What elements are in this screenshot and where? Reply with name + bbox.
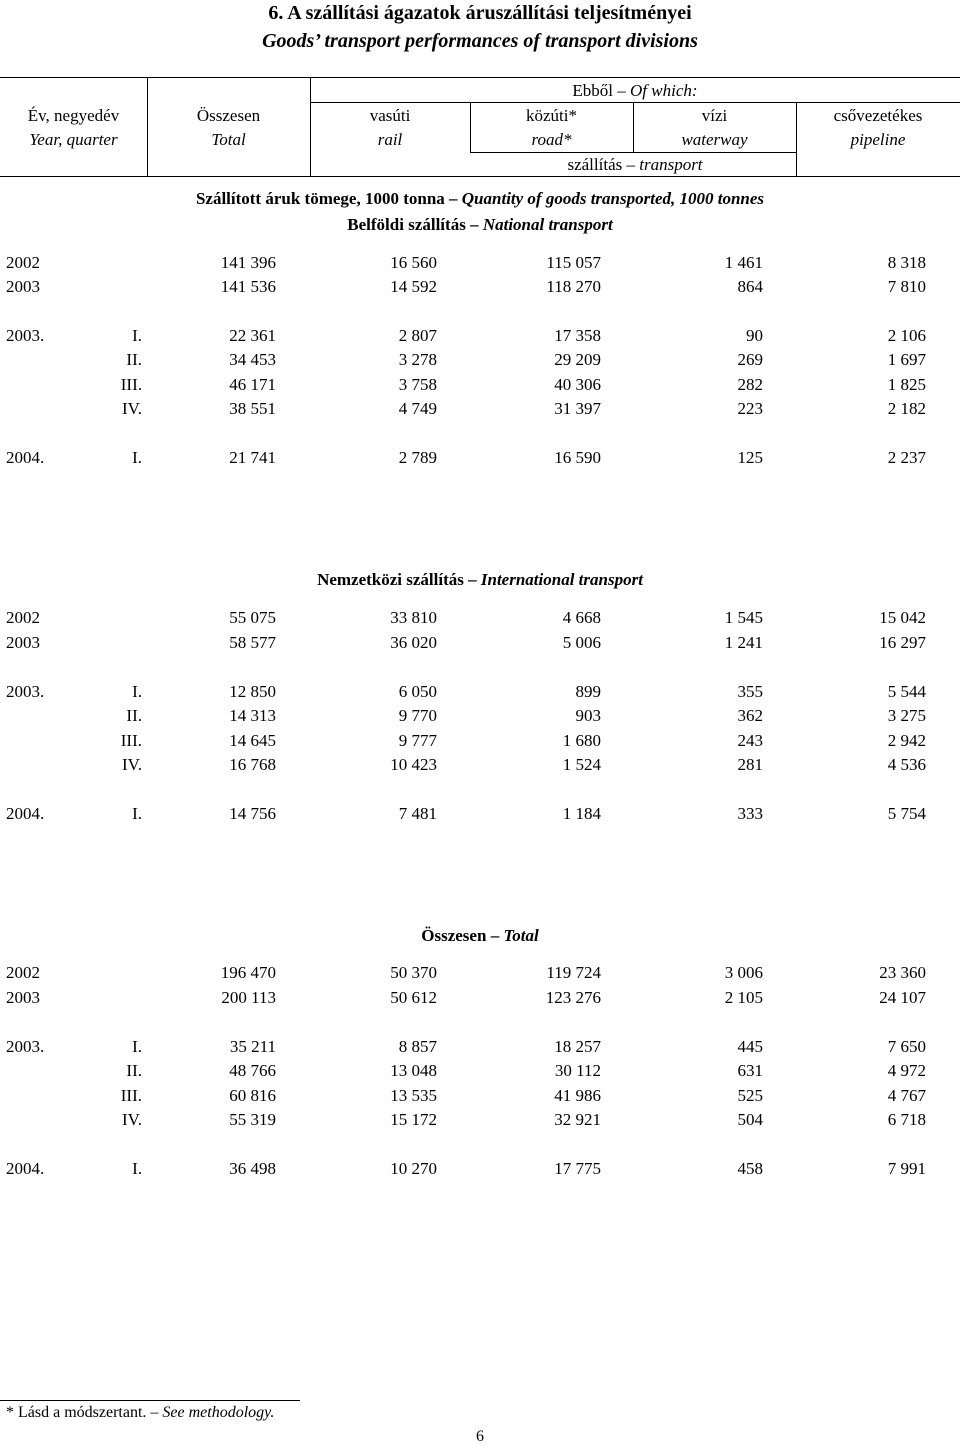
cell-total: 38 551: [229, 399, 276, 418]
cell-pipeline: 7 991: [887, 1159, 926, 1178]
cell-total: 21 741: [229, 448, 276, 467]
cell-waterway: 2 105: [724, 988, 763, 1007]
cell-rail: 2 789: [398, 448, 437, 467]
cell-road: 1 680: [562, 731, 601, 750]
cell-rail: 13 535: [390, 1086, 437, 1105]
header-divider: [147, 77, 148, 176]
cell-rail: 50 370: [390, 963, 437, 982]
cell-pipeline: 4 972: [887, 1061, 926, 1080]
cell-total: 200 113: [221, 988, 276, 1007]
cell-total: 36 498: [229, 1159, 276, 1178]
cell-pipeline: 7 650: [887, 1037, 926, 1056]
cell-total: 16 768: [229, 755, 276, 774]
cell-rail: 3 758: [398, 375, 437, 394]
page-title: 6. A szállítási ágazatok áruszállítási teljesítményei: [268, 2, 692, 24]
cell-pipeline: 2 237: [887, 448, 926, 467]
cell-year: 2004.: [6, 448, 45, 467]
cell-road: 17 775: [554, 1159, 601, 1178]
cell-pipeline: 4 536: [887, 755, 926, 774]
cell-waterway: 282: [737, 375, 763, 394]
cell-total: 196 470: [220, 963, 276, 982]
cell-rail: 16 560: [390, 253, 437, 272]
cell-rail: 3 278: [398, 350, 437, 369]
cell-waterway: 90: [746, 326, 763, 345]
cell-road: 1 184: [562, 804, 601, 823]
cell-waterway: 223: [737, 399, 763, 418]
cell-pipeline: 5 754: [887, 804, 926, 823]
cell-road: 32 921: [554, 1110, 601, 1129]
cell-quarter: I.: [132, 804, 142, 823]
cell-quarter: II.: [126, 706, 142, 725]
cell-pipeline: 5 544: [887, 682, 926, 701]
cell-rail: 13 048: [390, 1061, 437, 1080]
cell-waterway: 504: [737, 1110, 763, 1129]
cell-rail: 50 612: [390, 988, 437, 1007]
cell-road: 30 112: [554, 1061, 601, 1080]
cell-year: 2003: [6, 277, 40, 296]
cell-pipeline: 7 810: [887, 277, 926, 296]
cell-quarter: I.: [132, 1037, 142, 1056]
cell-year: 2003.: [6, 326, 45, 345]
cell-road: 118 270: [546, 277, 601, 296]
cell-pipeline: 2 106: [887, 326, 926, 345]
cell-rail: 14 592: [390, 277, 437, 296]
cell-waterway: 3 006: [724, 963, 763, 982]
cell-road: 5 006: [562, 633, 601, 652]
cell-waterway: 631: [737, 1061, 763, 1080]
cell-road: 4 668: [562, 608, 601, 627]
year-quarter-header-hu: Év, negyedév: [27, 106, 120, 125]
cell-rail: 10 423: [390, 755, 437, 774]
footnote: * Lásd a módszertant. – See methodology.: [6, 1404, 275, 1421]
cell-waterway: 1 241: [724, 633, 763, 652]
road-header-en: road*: [531, 130, 572, 149]
cell-pipeline: 2 942: [887, 731, 926, 750]
cell-pipeline: 16 297: [879, 633, 926, 652]
page-subtitle: Goods’ transport performances of transport divisions: [262, 30, 698, 52]
cell-total: 34 453: [229, 350, 276, 369]
cell-rail: 6 050: [398, 682, 437, 701]
cell-pipeline: 4 767: [887, 1086, 926, 1105]
cell-quarter: III.: [120, 1086, 142, 1105]
cell-road: 18 257: [554, 1037, 601, 1056]
road-header-hu: közúti*: [526, 106, 577, 125]
footnote-rule: [0, 1400, 300, 1401]
cell-road: 115 057: [546, 253, 601, 272]
cell-pipeline: 24 107: [879, 988, 926, 1007]
cell-total: 48 766: [229, 1061, 276, 1080]
cell-waterway: 362: [737, 706, 763, 725]
cell-road: 899: [575, 682, 601, 701]
cell-waterway: 445: [737, 1037, 763, 1056]
unit-line: Szállított áruk tömege, 1000 tonna – Quantity of goods transported, 1000 tonnes: [195, 189, 765, 208]
cell-road: 29 209: [554, 350, 601, 369]
cell-year: 2004.: [6, 804, 45, 823]
cell-year: 2002: [6, 253, 40, 272]
cell-waterway: 281: [737, 755, 763, 774]
pipeline-header-hu: csővezetékes: [833, 106, 923, 125]
cell-year: 2002: [6, 608, 40, 627]
waterway-header-hu: vízi: [701, 106, 728, 125]
cell-quarter: I.: [132, 1159, 142, 1178]
section-title-national: Belföldi szállítás – National transport: [347, 215, 613, 234]
cell-year: 2003.: [6, 682, 45, 701]
cell-rail: 33 810: [390, 608, 437, 627]
cell-quarter: IV.: [122, 1110, 142, 1129]
cell-quarter: II.: [126, 350, 142, 369]
cell-rail: 9 777: [398, 731, 437, 750]
cell-total: 14 313: [229, 706, 276, 725]
cell-total: 141 536: [220, 277, 276, 296]
cell-quarter: IV.: [122, 399, 142, 418]
cell-rail: 2 807: [398, 326, 437, 345]
cell-quarter: III.: [120, 731, 142, 750]
cell-quarter: I.: [132, 448, 142, 467]
transport-rule: [470, 152, 796, 153]
cell-rail: 36 020: [390, 633, 437, 652]
cell-rail: 9 770: [398, 706, 437, 725]
cell-road: 40 306: [554, 375, 601, 394]
cell-road: 31 397: [554, 399, 601, 418]
cell-pipeline: 6 718: [887, 1110, 926, 1129]
cell-pipeline: 23 360: [879, 963, 926, 982]
total-header-hu: Összesen: [196, 106, 261, 125]
cell-road: 1 524: [562, 755, 601, 774]
cell-total: 14 756: [229, 804, 276, 823]
cell-road: 123 276: [545, 988, 601, 1007]
cell-waterway: 333: [737, 804, 763, 823]
cell-road: 16 590: [554, 448, 601, 467]
cell-pipeline: 8 318: [887, 253, 926, 272]
waterway-header-en: waterway: [681, 130, 748, 149]
cell-quarter: I.: [132, 682, 142, 701]
cell-quarter: III.: [120, 375, 142, 394]
year-quarter-header-en: Year, quarter: [29, 130, 118, 149]
pipeline-header-en: pipeline: [850, 130, 906, 149]
of-which-header: Ebből – Of which:: [572, 81, 698, 100]
section-title-total: Összesen – Total: [421, 926, 539, 945]
cell-year: 2002: [6, 963, 40, 982]
cell-waterway: 125: [737, 448, 763, 467]
cell-waterway: 864: [737, 277, 763, 296]
cell-quarter: IV.: [122, 755, 142, 774]
cell-rail: 15 172: [390, 1110, 437, 1129]
cell-road: 119 724: [546, 963, 601, 982]
cell-waterway: 458: [737, 1159, 763, 1178]
cell-year: 2003: [6, 988, 40, 1007]
cell-waterway: 269: [737, 350, 763, 369]
cell-total: 14 645: [229, 731, 276, 750]
cell-total: 55 319: [229, 1110, 276, 1129]
cell-rail: 4 749: [398, 399, 437, 418]
cell-year: 2003: [6, 633, 40, 652]
cell-total: 58 577: [229, 633, 276, 652]
cell-waterway: 525: [737, 1086, 763, 1105]
cell-total: 60 816: [229, 1086, 276, 1105]
cell-year: 2003.: [6, 1037, 45, 1056]
rail-header-hu: vasúti: [369, 106, 411, 125]
cell-total: 55 075: [229, 608, 276, 627]
cell-total: 141 396: [220, 253, 276, 272]
cell-total: 46 171: [229, 375, 276, 394]
cell-total: 22 361: [229, 326, 276, 345]
cell-rail: 7 481: [398, 804, 437, 823]
cell-rail: 8 857: [398, 1037, 437, 1056]
cell-rail: 10 270: [390, 1159, 437, 1178]
cell-total: 35 211: [229, 1037, 276, 1056]
cell-road: 903: [575, 706, 601, 725]
header-bottom-rule: [0, 176, 960, 177]
page-number: 6: [476, 1428, 484, 1445]
cell-quarter: I.: [132, 326, 142, 345]
cell-pipeline: 3 275: [887, 706, 926, 725]
cell-waterway: 1 545: [724, 608, 763, 627]
cell-pipeline: 2 182: [887, 399, 926, 418]
cell-pipeline: 1 825: [887, 375, 926, 394]
cell-waterway: 355: [737, 682, 763, 701]
transport-header: szállítás – transport: [567, 155, 703, 174]
cell-quarter: II.: [126, 1061, 142, 1080]
cell-total: 12 850: [229, 682, 276, 701]
section-title-international: Nemzetközi szállítás – International transport: [317, 570, 643, 589]
of-which-rule: [310, 102, 960, 103]
cell-waterway: 243: [737, 731, 763, 750]
header-top-rule: [0, 77, 960, 78]
cell-road: 41 986: [554, 1086, 601, 1105]
cell-road: 17 358: [554, 326, 601, 345]
rail-header-en: rail: [377, 130, 403, 149]
cell-pipeline: 1 697: [887, 350, 926, 369]
cell-year: 2004.: [6, 1159, 45, 1178]
total-header-en: Total: [211, 130, 246, 149]
cell-waterway: 1 461: [724, 253, 763, 272]
cell-pipeline: 15 042: [879, 608, 926, 627]
